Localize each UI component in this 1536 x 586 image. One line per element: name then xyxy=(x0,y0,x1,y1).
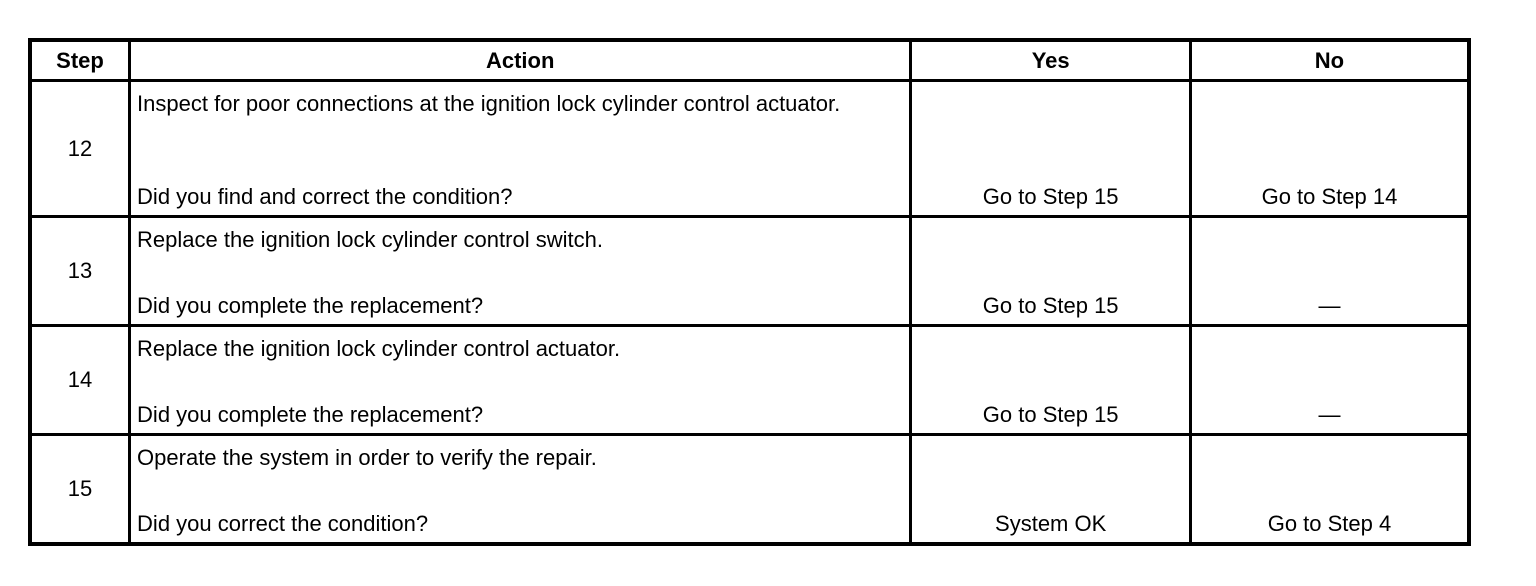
step-number: 15 xyxy=(30,435,130,545)
action-question: Did you complete the replacement? xyxy=(137,293,484,318)
yes-cell xyxy=(911,326,1191,435)
no-result: Go to Step 14 xyxy=(1261,184,1398,209)
header-row xyxy=(30,40,1469,81)
step-number: 12 xyxy=(30,81,130,217)
action-instruction: Replace the ignition lock cylinder control actuator. xyxy=(137,336,621,361)
no-result: — xyxy=(1318,402,1341,427)
no-cell xyxy=(1190,326,1469,435)
header-yes: Yes xyxy=(911,40,1191,81)
action-question: Did you complete the replacement? xyxy=(137,402,484,427)
yes-cell xyxy=(911,81,1191,217)
no-result: — xyxy=(1318,293,1341,318)
step-number: 14 xyxy=(30,326,130,435)
action-instruction: Replace the ignition lock cylinder control switch. xyxy=(137,227,603,252)
yes-result: Go to Step 15 xyxy=(982,184,1119,209)
header-no: No xyxy=(1190,40,1469,81)
step-number: 13 xyxy=(30,217,130,326)
table-row xyxy=(30,81,1469,217)
table-row xyxy=(30,435,1469,545)
no-cell xyxy=(1190,81,1469,217)
table-row xyxy=(30,326,1469,435)
diagnostic-table xyxy=(28,38,1471,546)
action-instruction: Operate the system in order to verify the repair. xyxy=(137,445,597,470)
header-step: Step xyxy=(30,40,130,81)
action-cell xyxy=(130,81,911,217)
no-result: Go to Step 4 xyxy=(1267,511,1392,536)
header-action: Action xyxy=(130,40,911,81)
action-cell xyxy=(130,217,911,326)
yes-result: System OK xyxy=(995,511,1107,536)
yes-cell xyxy=(911,217,1191,326)
action-question: Did you correct the condition? xyxy=(137,511,429,536)
action-cell xyxy=(130,435,911,545)
action-instruction: Inspect for poor connections at the ignition lock cylinder control actuator. xyxy=(137,91,841,116)
no-cell xyxy=(1190,435,1469,545)
table-row xyxy=(30,217,1469,326)
yes-result: Go to Step 15 xyxy=(982,402,1119,427)
action-cell xyxy=(130,326,911,435)
no-cell xyxy=(1190,217,1469,326)
yes-result: Go to Step 15 xyxy=(982,293,1119,318)
action-question: Did you find and correct the condition? xyxy=(137,184,513,209)
yes-cell xyxy=(911,435,1191,545)
